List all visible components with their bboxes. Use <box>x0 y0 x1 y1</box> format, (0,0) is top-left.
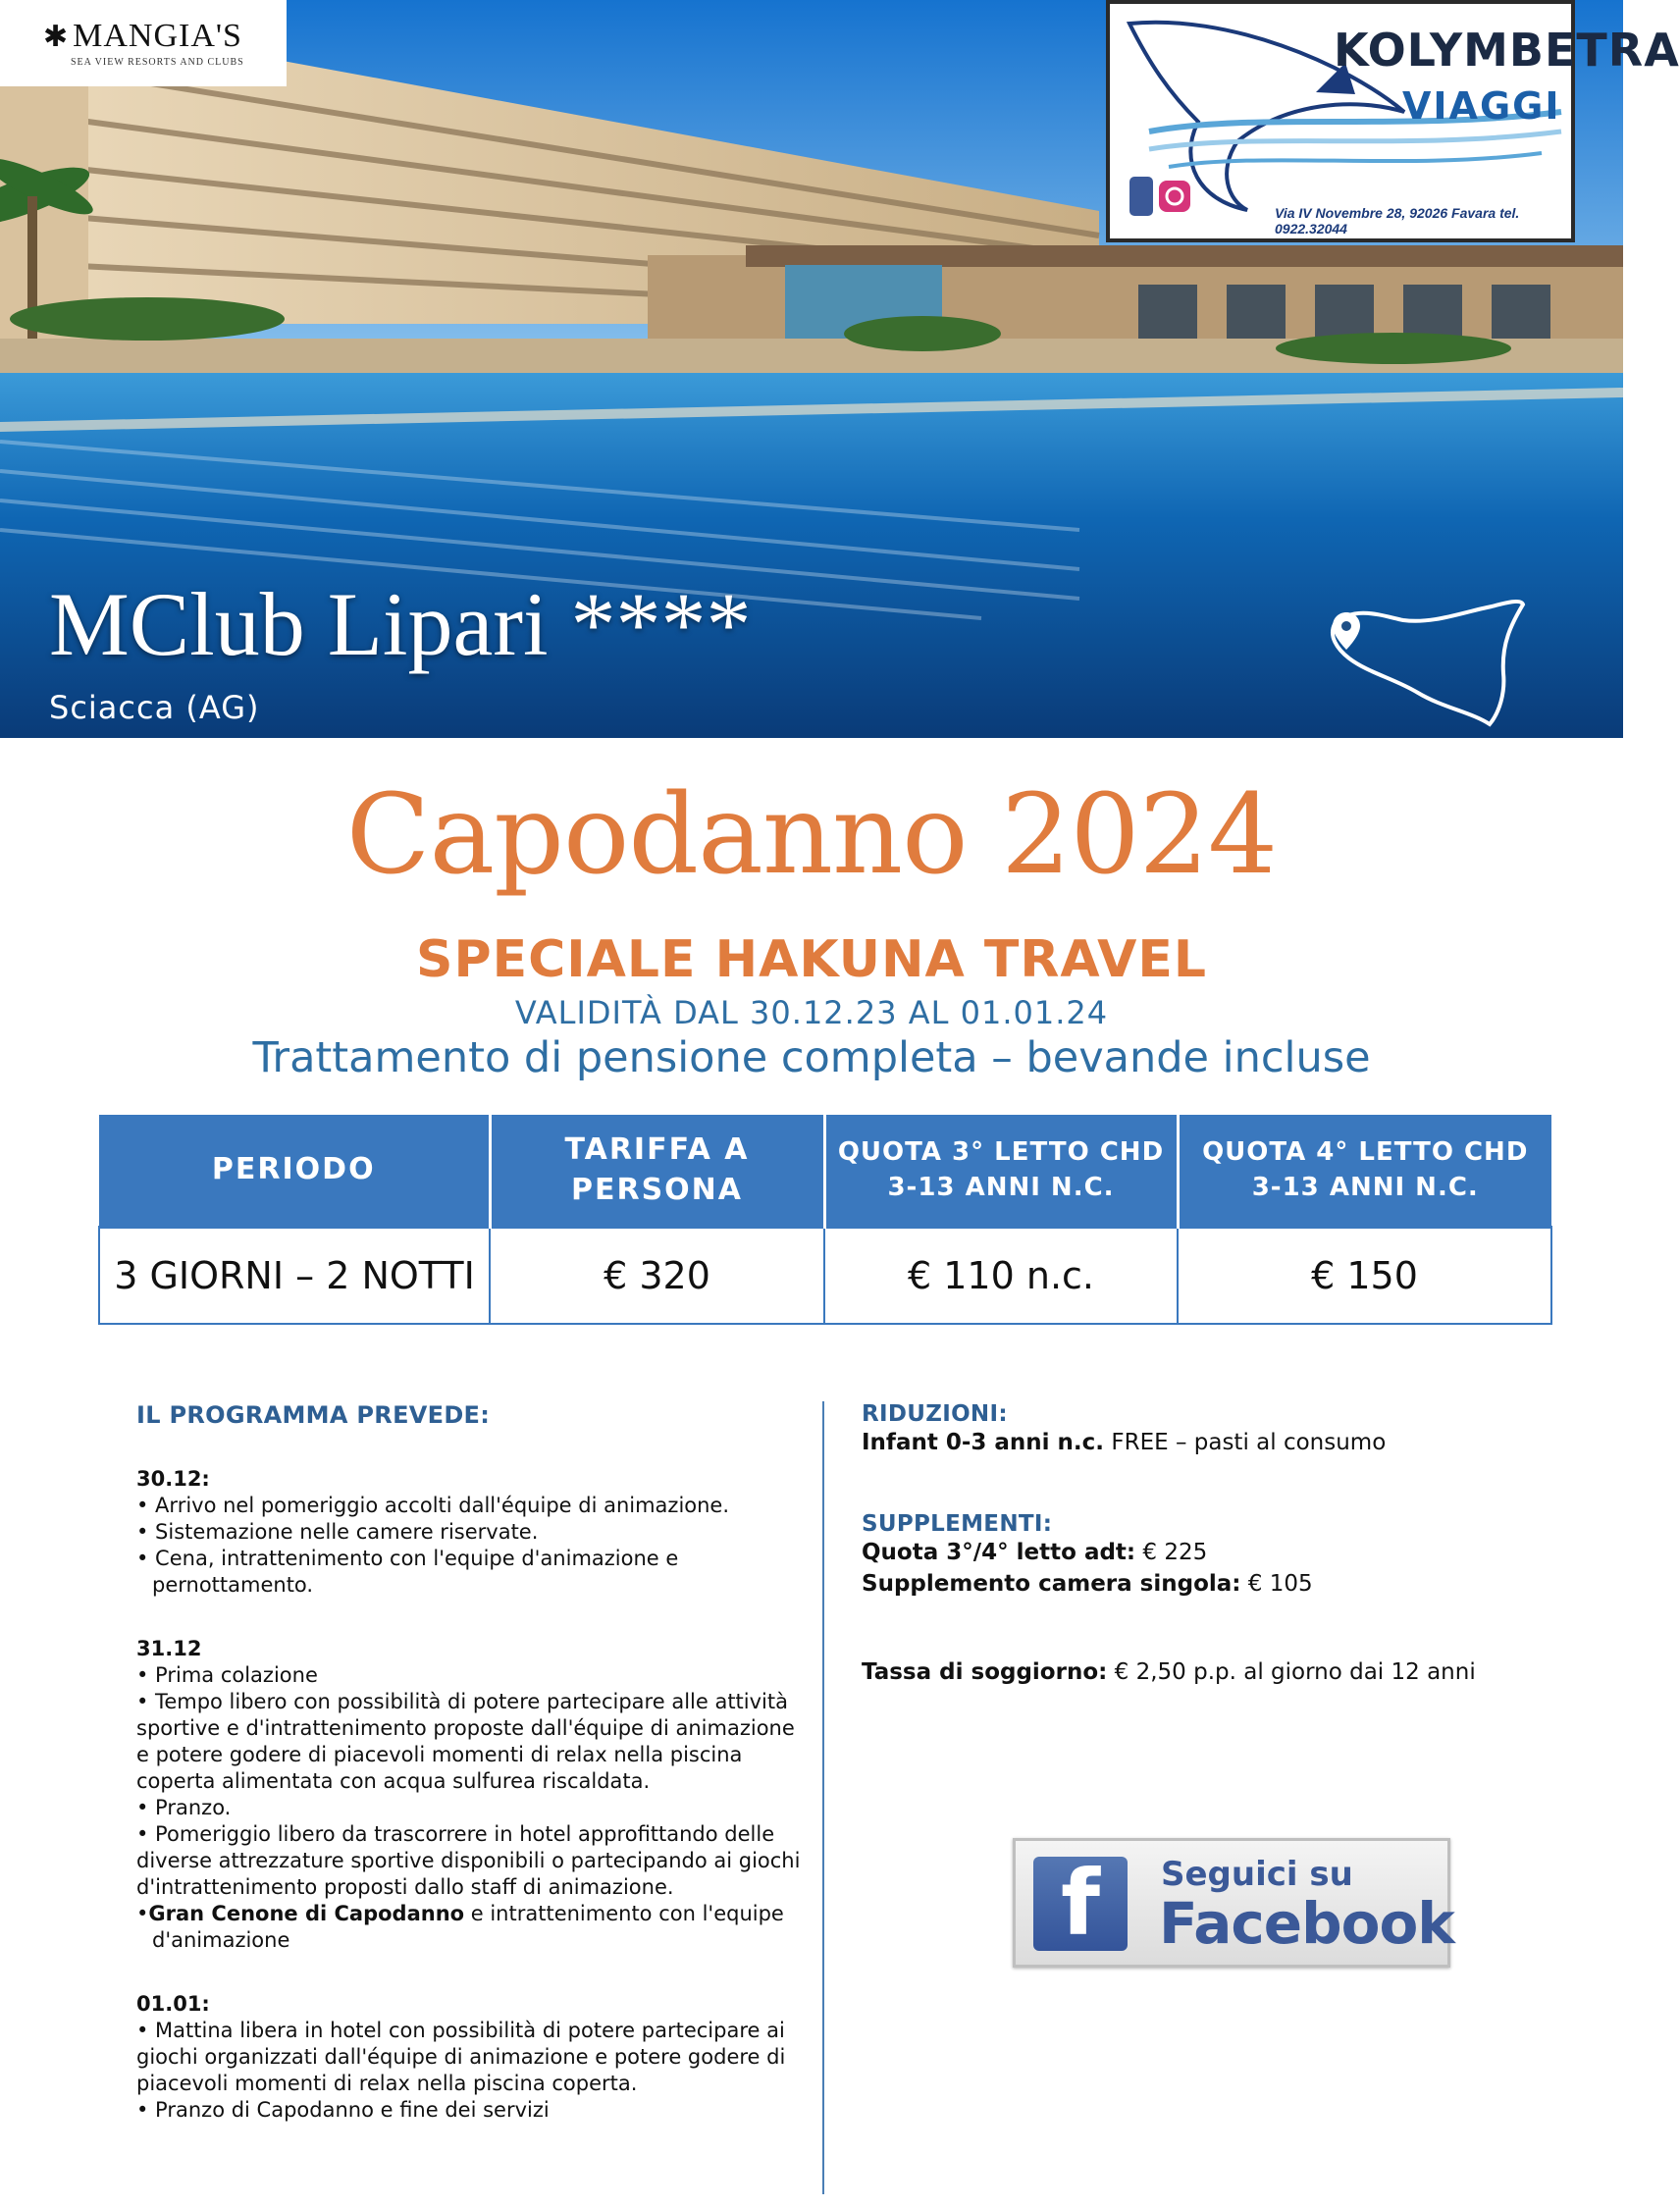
sicily-map-icon <box>1325 595 1531 732</box>
header-period: PERIODO <box>99 1115 490 1228</box>
resort-brand-tagline: SEA VIEW RESORTS AND CLUBS <box>71 56 244 68</box>
list-item-continuation: piacevoli momenti di relax nella piscina coperta. <box>136 2072 638 2095</box>
hotel-title: MClub Lipari **** <box>49 574 752 674</box>
list-item-continuation: sportive e d'intrattenimento proposte dall'équipe di animazione <box>136 1716 795 1740</box>
agency-subname: VIAGGI <box>1402 84 1561 128</box>
instagram-small-icon <box>1159 181 1190 212</box>
mangias-logo <box>0 0 287 86</box>
list-item: • Cena, intrattenimento con l'equipe d'animazione e <box>136 1547 679 1570</box>
validity-dates: VALIDITÀ DAL 30.12.23 AL 01.01.24 <box>514 994 1109 1031</box>
list-item: • Pranzo di Capodanno e fine dei servizi <box>136 2098 550 2122</box>
supplements-title: SUPPLEMENTI: <box>862 1511 1053 1537</box>
program-section <box>136 1401 814 2124</box>
list-item-continuation: d'animazione <box>152 1928 290 1952</box>
day-31-12 <box>136 1636 814 1954</box>
column-divider <box>822 1401 824 2194</box>
list-item-continuation: e potere godere di piacevoli momenti di relax nella piscina <box>136 1743 743 1766</box>
program-title: IL PROGRAMMA PREVEDE: <box>136 1401 491 1429</box>
cell-rate: € 320 <box>490 1228 824 1325</box>
day-label: 01.01: <box>136 1992 210 2016</box>
list-item-continuation: d'intrattenimento proposti dallo staff di animazione. <box>136 1875 674 1899</box>
list-item-continuation: diverse attrezzature sportive disponibili o partecipando ai giochi <box>136 1849 801 1872</box>
asterisk-icon: ✱ <box>43 20 70 53</box>
day-01-01 <box>136 1991 814 2124</box>
list-item-continuation: coperta alimentata con acqua sulfurea riscaldata. <box>136 1769 651 1793</box>
list-item: • Tempo libero con possibilità di potere partecipare alle attività <box>136 1690 788 1713</box>
tourist-tax: Tassa di soggiorno: € 2,50 p.p. al giorno dai 12 anni <box>862 1659 1476 1685</box>
agency-name: KOLYMBETRA <box>1334 24 1680 77</box>
infant-reduction: Infant 0-3 anni n.c. FREE – pasti al consumo <box>862 1430 1387 1455</box>
list-item: • Pranzo. <box>136 1796 232 1819</box>
facebook-follow-button[interactable] <box>1013 1838 1454 1968</box>
list-item: • Pomeriggio libero da trascorrere in hotel approfittando delle <box>136 1822 775 1846</box>
cell-period: 3 GIORNI – 2 NOTTI <box>99 1228 490 1325</box>
facebook-line2: Facebook <box>1159 1890 1454 1957</box>
single-room-supplement: Supplemento camera singola: € 105 <box>862 1571 1313 1597</box>
list-item: • Mattina libera in hotel con possibilità di potere partecipare ai <box>136 2019 785 2042</box>
cell-third-bed: € 110 n.c. <box>824 1228 1178 1325</box>
list-item: • Prima colazione <box>136 1663 318 1687</box>
table-row <box>99 1228 1551 1325</box>
offer-subtitle: SPECIALE HAKUNA TRAVEL <box>416 930 1207 989</box>
hotel-location: Sciacca (AG) <box>49 689 260 726</box>
header-third-bed: QUOTA 3° LETTO CHD 3-13 ANNI N.C. <box>824 1115 1178 1228</box>
kolymbetra-logo <box>1106 0 1680 242</box>
list-item-continuation: giochi organizzati dall'équipe di animazione e potere godere di <box>136 2045 786 2069</box>
list-item: • Sistemazione nelle camere riservate. <box>136 1520 539 1544</box>
gala-dinner-label: Gran Cenone di Capodanno <box>148 1902 465 1925</box>
page-title: Capodanno 2024 <box>345 771 1278 899</box>
resort-brand-name: MANGIA'S <box>73 17 242 54</box>
header-fourth-bed: QUOTA 4° LETTO CHD 3-13 ANNI N.C. <box>1178 1115 1551 1228</box>
adult-bed-supplement: Quota 3°/4° letto adt: € 225 <box>862 1540 1208 1565</box>
price-table-header <box>99 1115 1551 1228</box>
cell-fourth-bed: € 150 <box>1178 1228 1551 1325</box>
price-table <box>98 1115 1552 1325</box>
day-label: 30.12: <box>136 1467 210 1491</box>
day-label: 31.12 <box>136 1637 202 1660</box>
list-item: • Arrivo nel pomeriggio accolti dall'équipe di animazione. <box>136 1494 730 1517</box>
list-item: •Gran Cenone di Capodanno e intrattenimento con l'equipe <box>136 1902 784 1925</box>
list-item-continuation: pernottamento. <box>152 1573 314 1597</box>
facebook-small-icon <box>1129 177 1153 216</box>
info-section <box>862 1401 1568 1688</box>
hero-banner <box>0 0 1680 738</box>
board-treatment: Trattamento di pensione completa – bevande incluse <box>252 1033 1371 1082</box>
facebook-line1: Seguici su <box>1161 1855 1353 1894</box>
day-30-12 <box>136 1466 814 1599</box>
agency-address: Via IV Novembre 28, 92026 Favara tel. 0922.32044 <box>1275 205 1520 236</box>
header-rate: TARIFFA A PERSONA <box>490 1115 824 1228</box>
reductions-title: RIDUZIONI: <box>862 1401 1008 1427</box>
facebook-icon: f <box>1033 1857 1128 1951</box>
